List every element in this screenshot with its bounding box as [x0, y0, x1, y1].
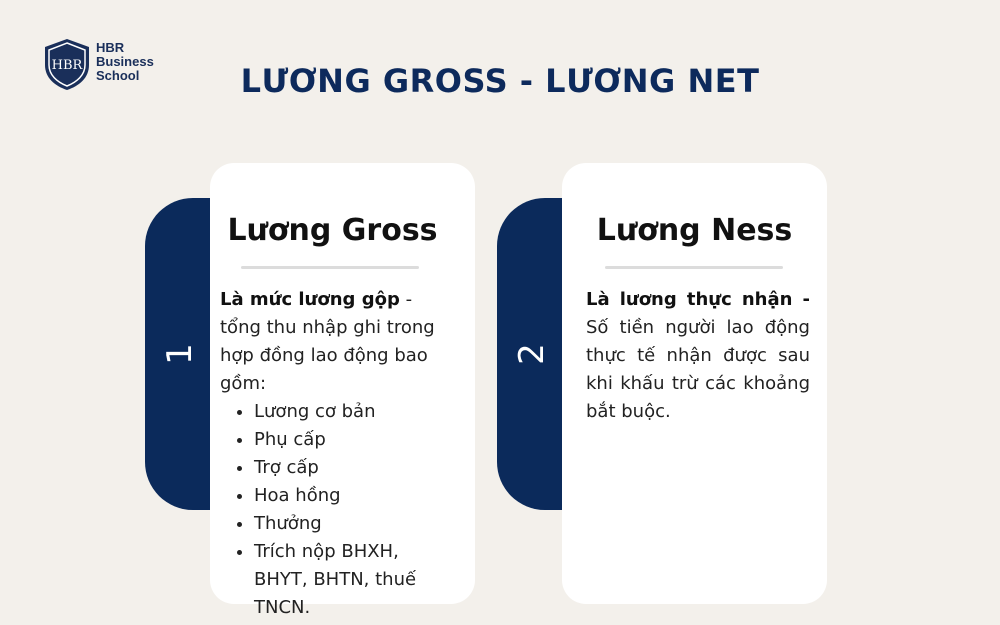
- card-gross: [210, 163, 475, 618]
- logo-line-1: HBR: [96, 40, 125, 55]
- logo-line-3: School: [96, 68, 140, 83]
- page-title: LƯƠNG GROSS - LƯƠNG NET: [240, 62, 760, 100]
- card-2-lead-rest: Số tiền người lao động thực tế nhận được sau khi khấu trừ các khoảng bắt buộc.: [586, 317, 810, 422]
- card-2-number: 2: [512, 343, 552, 365]
- logo-monogram: HBR: [51, 58, 83, 73]
- card-1-description: [220, 286, 452, 622]
- list-item: • Lương cơ bản: [254, 398, 452, 426]
- card-2-divider: [605, 266, 783, 269]
- list-item: • Hoa hồng: [254, 482, 452, 510]
- card-1-number: 1: [160, 343, 200, 365]
- card-1-lead-bold: Là mức lương gộp: [220, 289, 400, 310]
- card-2-lead-bold: Là lương thực nhận -: [586, 289, 810, 310]
- card-2-description: [586, 286, 810, 426]
- card-1-divider: [241, 266, 419, 269]
- card-net: [562, 163, 827, 604]
- logo-line-2: Business: [96, 54, 154, 69]
- list-item: • Trợ cấp: [254, 454, 452, 482]
- list-item: • Phụ cấp: [254, 426, 452, 454]
- card-1-heading: Lương Gross: [227, 213, 438, 248]
- list-item: • Thưởng: [254, 510, 452, 538]
- list-item: • Trích nộp BHXH, BHYT, BHTN, thuế TNCN.: [254, 538, 452, 622]
- card-1-lead-rest: - tổng thu nhập ghi trong hợp đồng lao động bao gồm:: [220, 289, 435, 394]
- card-2-heading: Lương Ness: [596, 213, 793, 248]
- card-1-bullet-list: [220, 398, 452, 622]
